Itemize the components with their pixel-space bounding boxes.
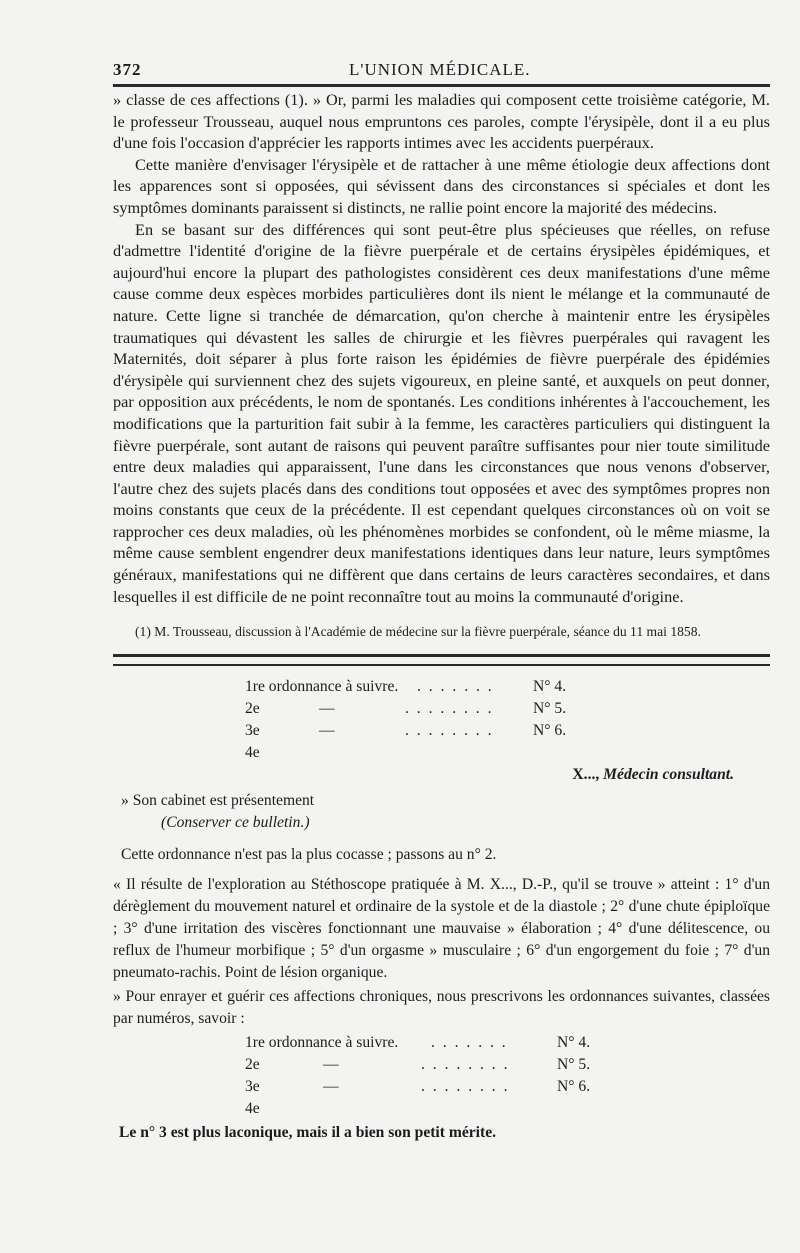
paragraph: Cette manière d'envisager l'érysipèle et de rattacher à une même étiologie deux affections dont les apparences sont si opposées, qui sévissent dans des circonstances si spéciales et dont les symptômes dominants paraissent si distincts, ne rallie point encore la majorité des médecins. — [113, 154, 770, 217]
ordonnance-label: 3e — [245, 1078, 260, 1096]
ordonnance-row — [245, 1098, 665, 1120]
ordonnance-row — [245, 1054, 665, 1076]
ordonnance-row — [245, 676, 645, 698]
ordonnance-dots: . . . . . . . . — [405, 722, 494, 740]
ordonnance-dots: . . . . . . . — [417, 678, 494, 696]
ordonnance-number: N° 5. — [557, 1056, 591, 1074]
page-header — [103, 52, 770, 84]
header-rule — [113, 84, 770, 87]
running-title: L'UNION MÉDICALE. — [349, 60, 531, 79]
signature-title: Médecin consultant. — [603, 766, 734, 784]
cabinet-line: » Son cabinet est présentement — [121, 792, 315, 810]
ordonnance-dots: . . . . . . . . — [421, 1056, 510, 1074]
ordonnance-label: 4e — [245, 1100, 260, 1118]
ordonnance-dash: — — [319, 722, 335, 740]
ordonnance-row — [245, 698, 645, 720]
ordonnance-dots: . . . . . . . . — [421, 1078, 510, 1096]
ordonnance-label: 1re ordonnance à suivre. — [245, 678, 399, 696]
conserver-line: (Conserver ce bulletin.) — [161, 814, 310, 832]
ordonnance-label: 4e — [245, 744, 260, 762]
ordonnance-number: N° 4. — [557, 1034, 591, 1052]
ordonnance-dash: — — [323, 1056, 339, 1074]
closing-line: Le n° 3 est plus laconique, mais il a bien son petit mérite. — [119, 1124, 497, 1142]
ordonnance-dash: — — [319, 700, 335, 718]
paragraph: En se basant sur des différences qui sont peut-être plus spécieuses que réelles, on refuse d'admettre l'identité d'origine de la fièvre puerpérale et de certains érysipèles épidémiques, et aujourd'hui encore la plupart des pathologistes considèrent ces deux manifestations d'une même cause comme deux espèces morbides particulières dont ils nient le mélange et la communauté de nature. Cette ligne si tranchée de démarcation, qu'on cherche à maintenir entre les érysipèles traumatiques qui dévastent les salles de chirurgie et les fièvres puerpérales qui ravagent les Maternités, doit séparer à plus forte raison les épidémies de fièvre puerpérale des épidémies d'érysipèle qui surviennent chez des sujets vigoureux, en pleine santé, et auxquels on peut donner, par opposition aux précédents, le nom de spontanés. Les conditions inhérentes à l'accouchement, les modifications que la parturition fait subir à la femme, les caractères particuliers qui distinguent la fièvre puerpérale, sont autant de raisons qui peuvent paraître suffisantes pour nier toute similitude entre deux maladies qui apparaissent, l'une dans les circonstances que nous venons d'observer, l'autre chez des sujets placés dans des conditions tout opposées et avec des symptômes propres non moins constants que ceux de la précédente. Il est cependant quelques circonstances où on voit se rapprocher ces deux maladies, où les phénomènes morbides se confondent, où le même miasme, la même cause semblent engendrer deux manifestations identiques dans leur nature, leurs symptômes généraux, manifestations qui ne diffèrent que dans certains de leurs caractères secondaires, et dans lesquelles il est difficile de ne point reconnaître tout au moins la communauté d'origine. — [113, 219, 770, 606]
ordonnance-label: 2e — [245, 1056, 260, 1074]
ordonnance-label: 3e — [245, 722, 260, 740]
ordonnance-row — [245, 742, 645, 764]
ordonnance-list-2 — [113, 1032, 770, 1120]
ordonnance-row — [245, 1032, 665, 1054]
ordonnance-row — [245, 1076, 665, 1098]
enrayer-paragraph: » Pour enrayer et guérir ces affections chroniques, nous prescrivons les ordonnances suivantes, classées par numéros, savoir : — [113, 988, 770, 1028]
ordonnance-list — [113, 676, 770, 764]
ordonnance-dash: — — [323, 1078, 339, 1096]
page-number: 372 — [113, 60, 142, 79]
footnote: (1) M. Trousseau, discussion à l'Académie de médecine sur la fièvre puerpérale, séance du 11 mai 1858. — [135, 624, 701, 640]
section-divider — [113, 654, 770, 666]
ordonnance-dots: . . . . . . . . — [405, 700, 494, 718]
signature — [113, 764, 734, 786]
cocasse-line: Cette ordonnance n'est pas la plus cocasse ; passons au n° 2. — [121, 846, 497, 864]
body-text — [103, 89, 770, 607]
ordonnance-number: N° 6. — [557, 1078, 591, 1096]
ordonnance-dots: . . . . . . . — [431, 1034, 508, 1052]
ordonnance-number: N° 4. — [533, 678, 567, 696]
ordonnance-number: N° 5. — [533, 700, 567, 718]
feuilleton-section — [103, 676, 770, 1144]
signature-name: X..., — [572, 766, 600, 784]
ordonnance-number: N° 6. — [533, 722, 567, 740]
paragraph: » classe de ces affections (1). » Or, parmi les maladies qui composent cette troisième catégorie, M. le professeur Trousseau, auquel nous empruntons ces paroles, compte l'érysipèle, dont il a eu plus d'une fois l'occasion d'apprécier les rapports intimes avec les accidents puerpéraux. — [113, 90, 770, 153]
ordonnance-row — [245, 720, 645, 742]
stethoscope-quote: « Il résulte de l'exploration au Stéthoscope pratiquée à M. X..., D.-P., qu'il se trouve » atteint : 1° d'un dérèglement du mouvement naturel et ordinaire de la systole et de la diastole ; 2° d'une chute épiploïque ; 3° d'une irritation des viscères fonctionnant une mauvaise » élaboration ; 4° d'une délitescence, ou reflux de l'humeur morbifique ; 5° d'un orgasme » musculaire ; 6° d'un engorgement du foie ; 7° d'un pneumato-rachis. Point de lésion organique. — [113, 876, 770, 982]
ordonnance-label: 1re ordonnance à suivre. — [245, 1034, 399, 1052]
ordonnance-label: 2e — [245, 700, 260, 718]
